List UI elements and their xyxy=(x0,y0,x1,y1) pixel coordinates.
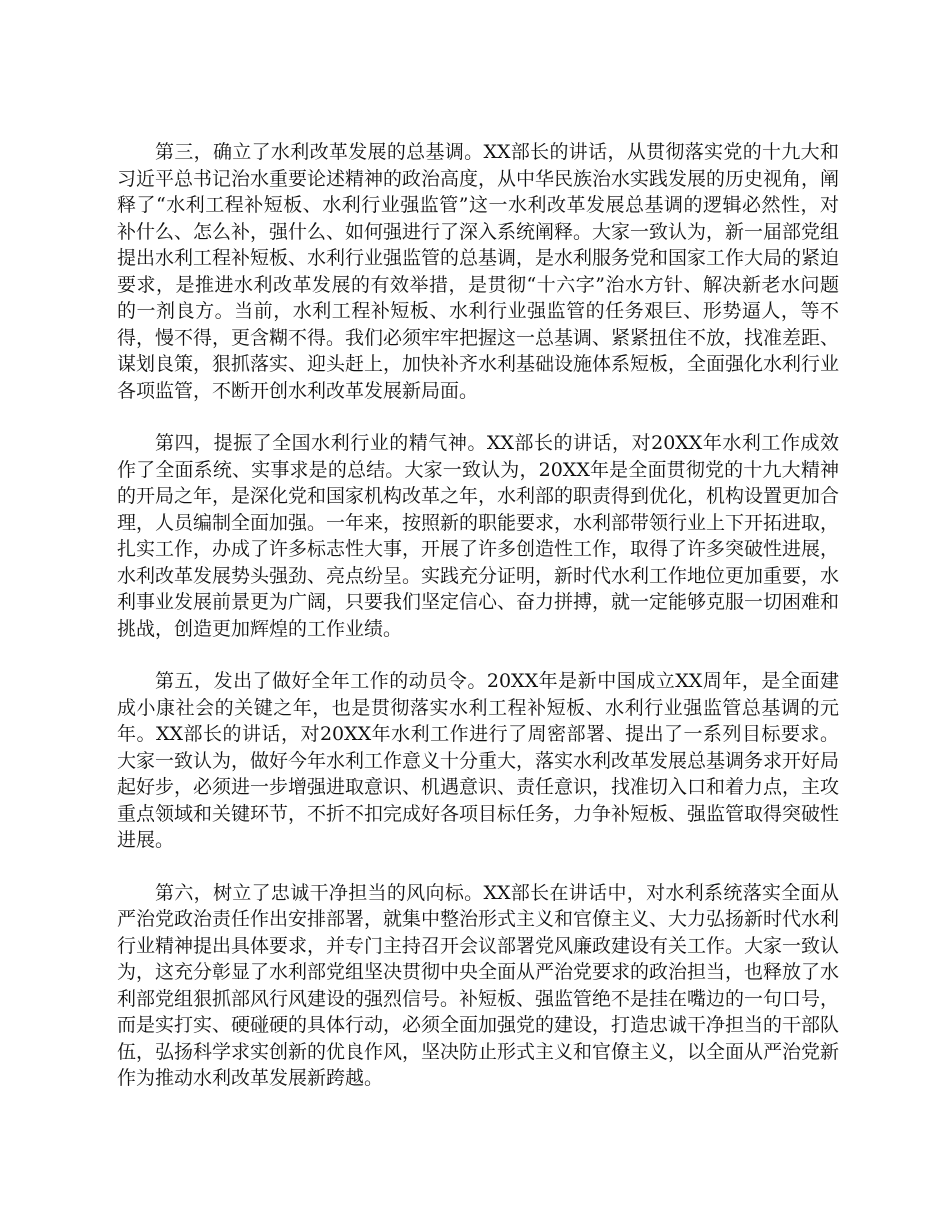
document-body xyxy=(117,139,839,1092)
paragraph-fourth: 第四，提振了全国水利行业的精气神。XX部长的讲话，对20XX年水利工作成效作了全面系统、实事求是的总结。大家一致认为，20XX年是全面贯彻党的十九大精神的开局之年，是深化党和国家机构改革之年，水利部的职责得到优化，机构设置更加合理，人员编制全面加强。一年来，按照新的职能要求，水利部带领行业上下开拓进取，扎实工作，办成了许多标志性大事，开展了许多创造性工作，取得了许多突破性进展，水利改革发展势头强劲、亮点纷呈。实践充分证明，新时代水利工作地位更加重要，水利事业发展前景更为广阔，只要我们坚定信心、奋力拼搏，就一定能够克服一切困难和挑战，创造更加辉煌的工作业绩。 xyxy=(117,432,840,640)
paragraph-sixth: 第六，树立了忠诚干净担当的风向标。XX部长在讲话中，对水利系统落实全面从严治党政治责任作出安排部署，就集中整治形式主义和官僚主义、大力弘扬新时代水利行业精神提出具体要求，并专门主持召开会议部署党风廉政建设有关工作。大家一致认为，这充分彰显了水利部党组坚决贯彻中央全面从严治党要求的政治担当，也释放了水利部党组狠抓部风行风建设的强烈信号。补短板、强监管绝不是挂在嘴边的一句口号，而是实打实、硬碰硬的具体行动，必须全面加强党的建设，打造忠诚干净担当的干部队伍，弘扬科学求实创新的优良作风，坚决防止形式主义和官僚主义，以全面从严治党新作为推动水利改革发展新跨越。 xyxy=(117,881,840,1089)
paragraph-fifth: 第五，发出了做好全年工作的动员令。20XX年是新中国成立XX周年，是全面建成小康社会的关键之年，也是贯彻落实水利工程补短板、水利行业强监管总基调的元年。XX部长的讲话，对20XX年水利工作进行了周密部署、提出了一系列目标要求。大家一致认为，做好今年水利工作意义十分重大，落实水利改革发展总基调务求开好局起好步，必须进一步增强进取意识、机遇意识、责任意识，找准切入口和着力点，主攻重点领域和关键环节，不折不扣完成好各项目标任务，力争补短板、强监管取得突破性进展。 xyxy=(117,670,840,851)
paragraph-third: 第三，确立了水利改革发展的总基调。XX部长的讲话，从贯彻落实党的十九大和习近平总书记治水重要论述精神的政治高度，从中华民族治水实践发展的历史视角，阐释了“水利工程补短板、水利行业强监管”这一水利改革发展总基调的逻辑必然性，对补什么、怎么补，强什么、如何强进行了深入系统阐释。大家一致认为，新一届部党组提出水利工程补短板、水利行业强监管的总基调，是水利服务党和国家工作大局的紧迫要求，是推进水利改革发展的有效举措，是贯彻“十六字”治水方针、解决新老水问题的一剂良方。当前，水利工程补短板、水利行业强监管的任务艰巨、形势逼人，等不得，慢不得，更含糊不得。我们必须牢牢把握这一总基调、紧紧扭住不放，找准差距、谋划良策，狠抓落实、迎头赶上，加快补齐水利基础设施体系短板，全面强化水利行业各项监管，不断开创水利改革发展新局面。 xyxy=(117,141,840,402)
